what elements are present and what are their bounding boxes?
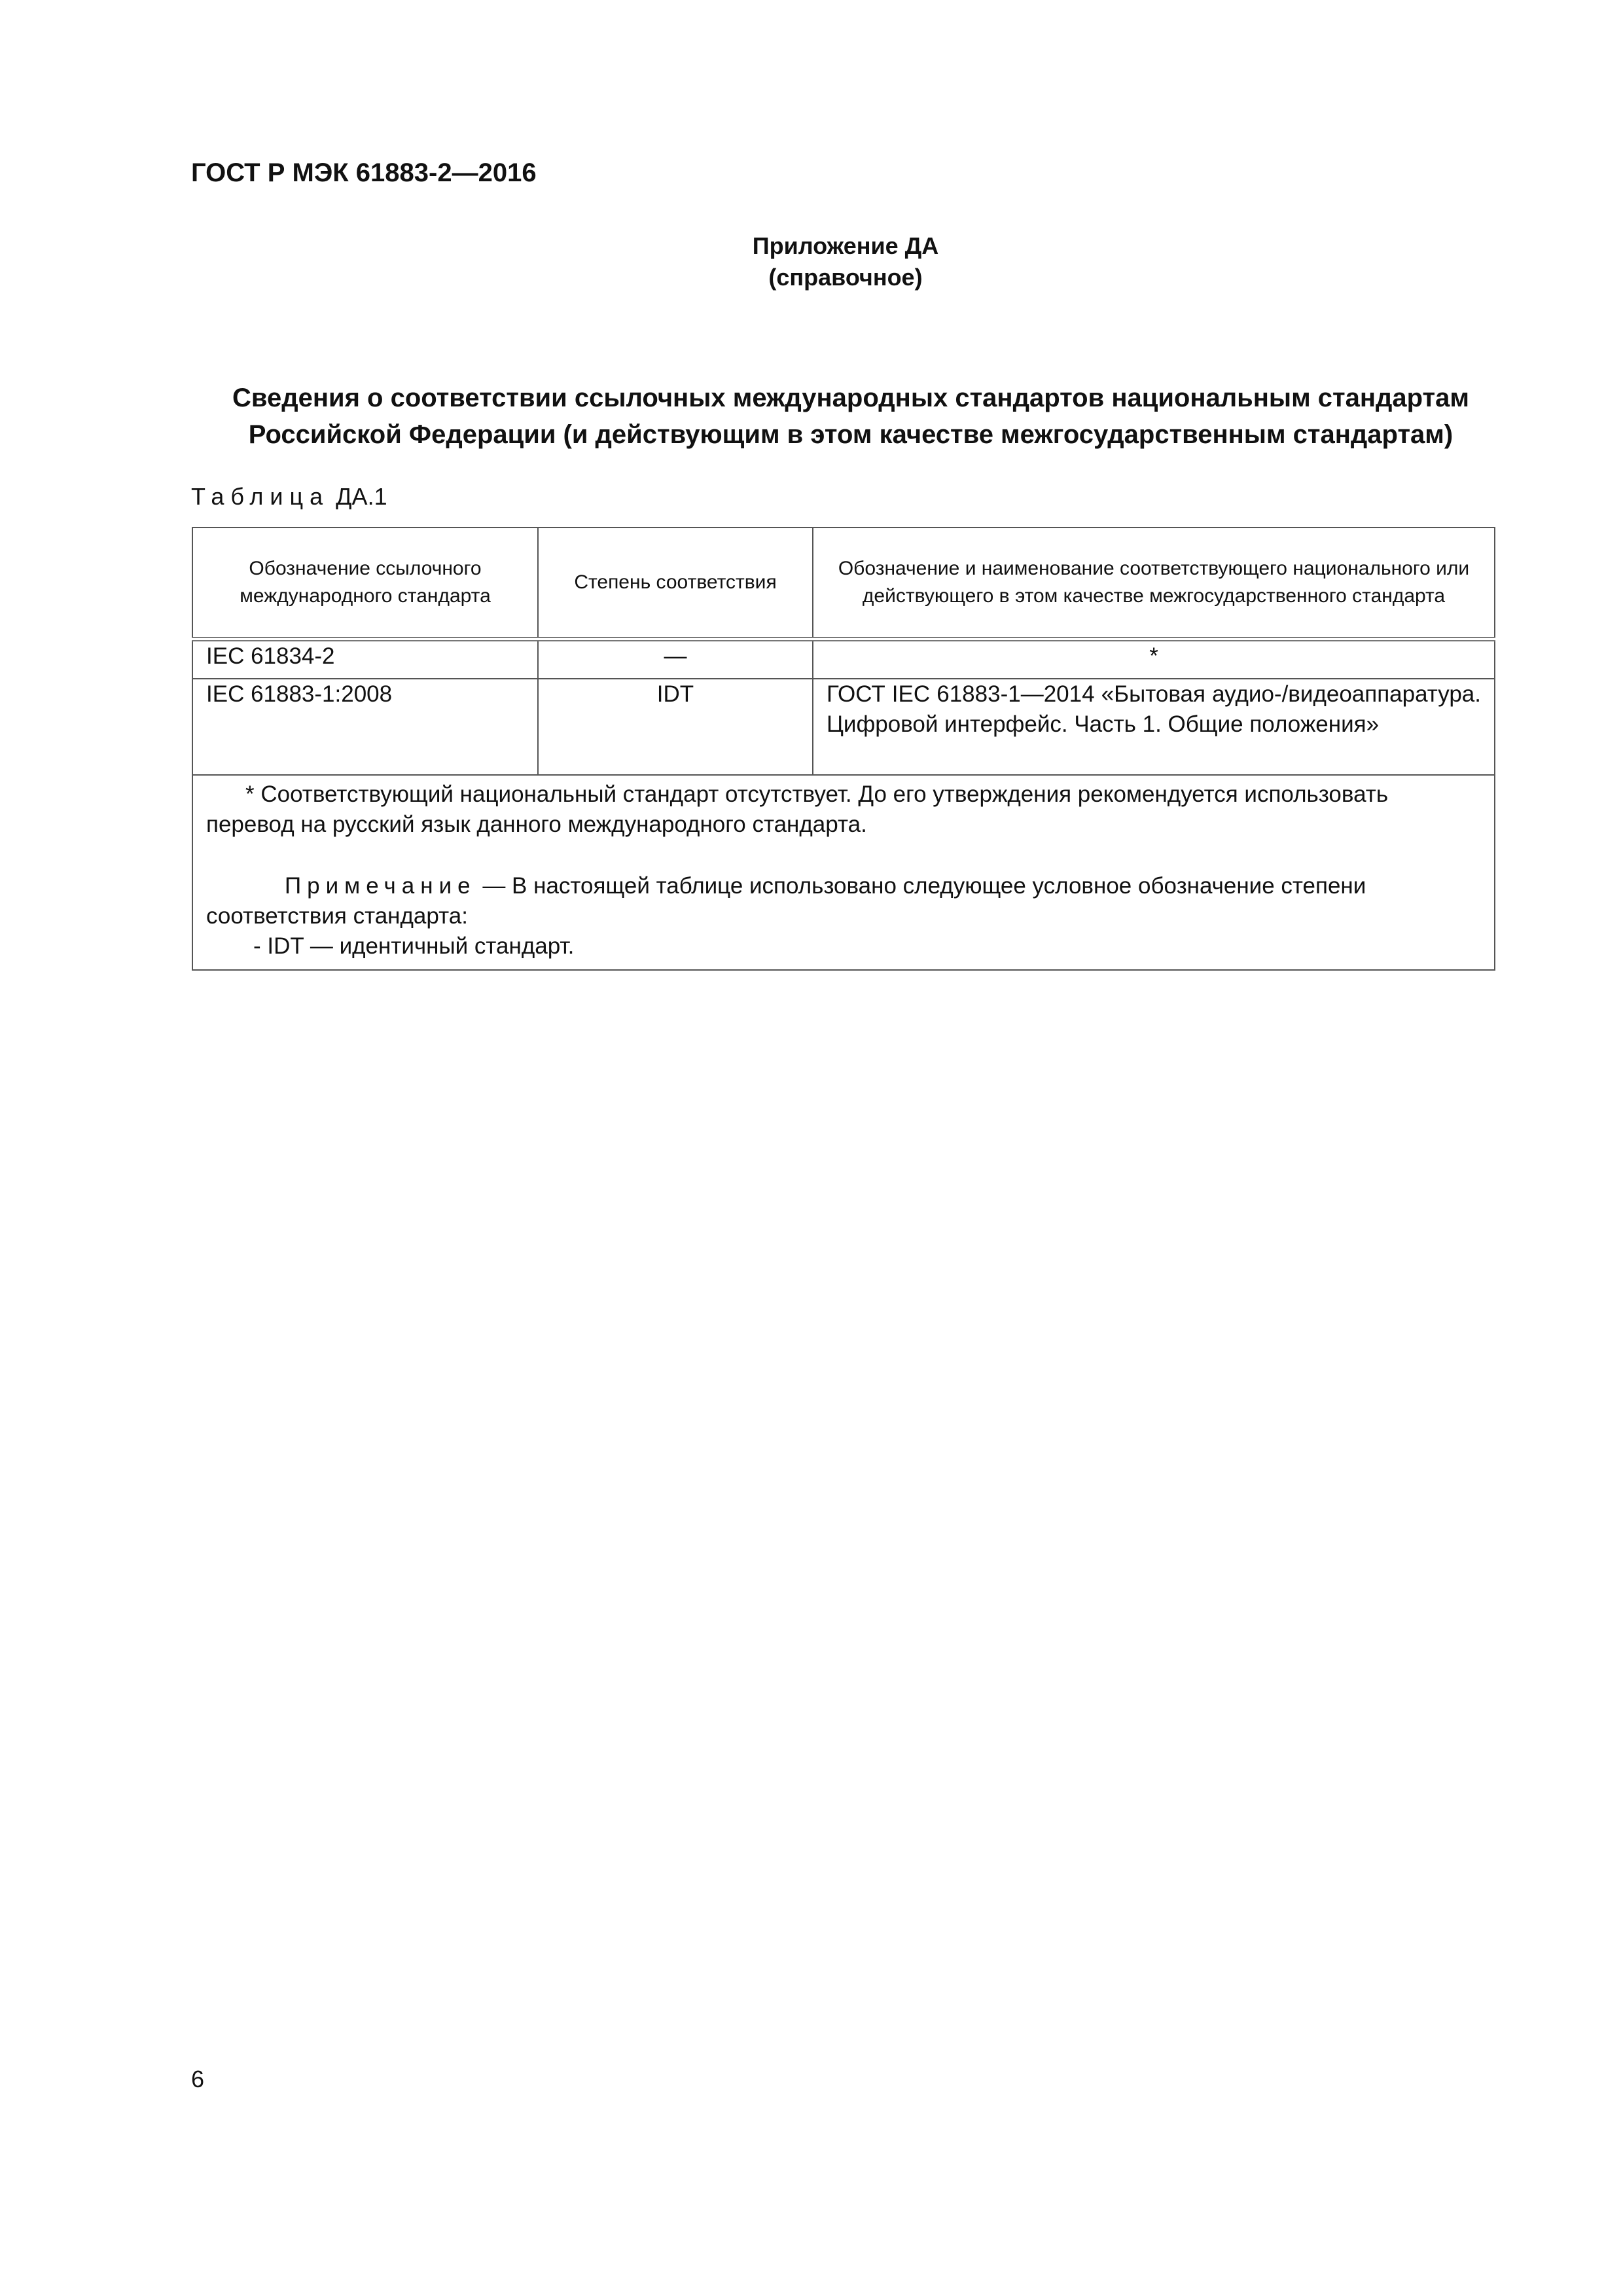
cell-national-standard: ГОСТ IEC 61883-1—2014 «Бытовая аудио-/видеоаппаратура. Цифровой интерфейс. Часть 1. Общие положения»: [813, 679, 1495, 775]
header-cell-reference: Обозначение ссылочного международного стандарта: [192, 528, 538, 639]
cell-degree: —: [538, 639, 813, 679]
section-title: [157, 380, 1544, 453]
note-body: — В настоящей таблице использовано следующее условное обозначение степени соответствия стандарта:: [206, 873, 1366, 929]
page-number: 6: [191, 2066, 205, 2092]
correspondence-table: [192, 527, 1495, 971]
table-caption: [191, 483, 387, 511]
section-title-line-1: Сведения о соответствии ссылочных международных стандартов национальным стандартам: [232, 384, 1469, 412]
header-cell-degree: Степень соответствия: [538, 528, 813, 639]
annex-subtitle-line: (справочное): [768, 264, 923, 291]
table-row: [192, 639, 1495, 679]
note-item: - IDT — идентичный стандарт.: [253, 933, 575, 959]
header-cell-national-standard: Обозначение и наименование соответствующего национального или действующего в этом качестве межгосударственного стандарта: [813, 528, 1495, 639]
annex-title-line: Приложение ДА: [752, 232, 939, 259]
table-row: [192, 679, 1495, 775]
table-footnote-cell: [192, 775, 1495, 970]
table-caption-number: ДА.1: [336, 483, 387, 510]
section-title-line-2: Российской Федерации (и действующим в этом качестве межгосударственным стандартам): [248, 420, 1454, 449]
cell-degree: IDT: [538, 679, 813, 775]
table-footnote-row: [192, 775, 1495, 970]
note-label: Примечание: [285, 873, 476, 899]
table-caption-word: Таблица: [191, 483, 330, 510]
note-text: [206, 871, 1481, 931]
cell-national-standard: *: [813, 639, 1495, 679]
annex-title: [662, 230, 1029, 293]
document-code: ГОСТ Р МЭК 61883-2—2016: [191, 158, 537, 187]
cell-reference: IEC 61834-2: [192, 639, 538, 679]
table-header-row: [192, 528, 1495, 639]
footnote-text: * Соответствующий национальный стандарт отсутствует. До его утверждения рекомендуется использовать перевод на русский язык данного международного стандарта.: [206, 781, 1389, 837]
cell-reference: IEC 61883-1:2008: [192, 679, 538, 775]
